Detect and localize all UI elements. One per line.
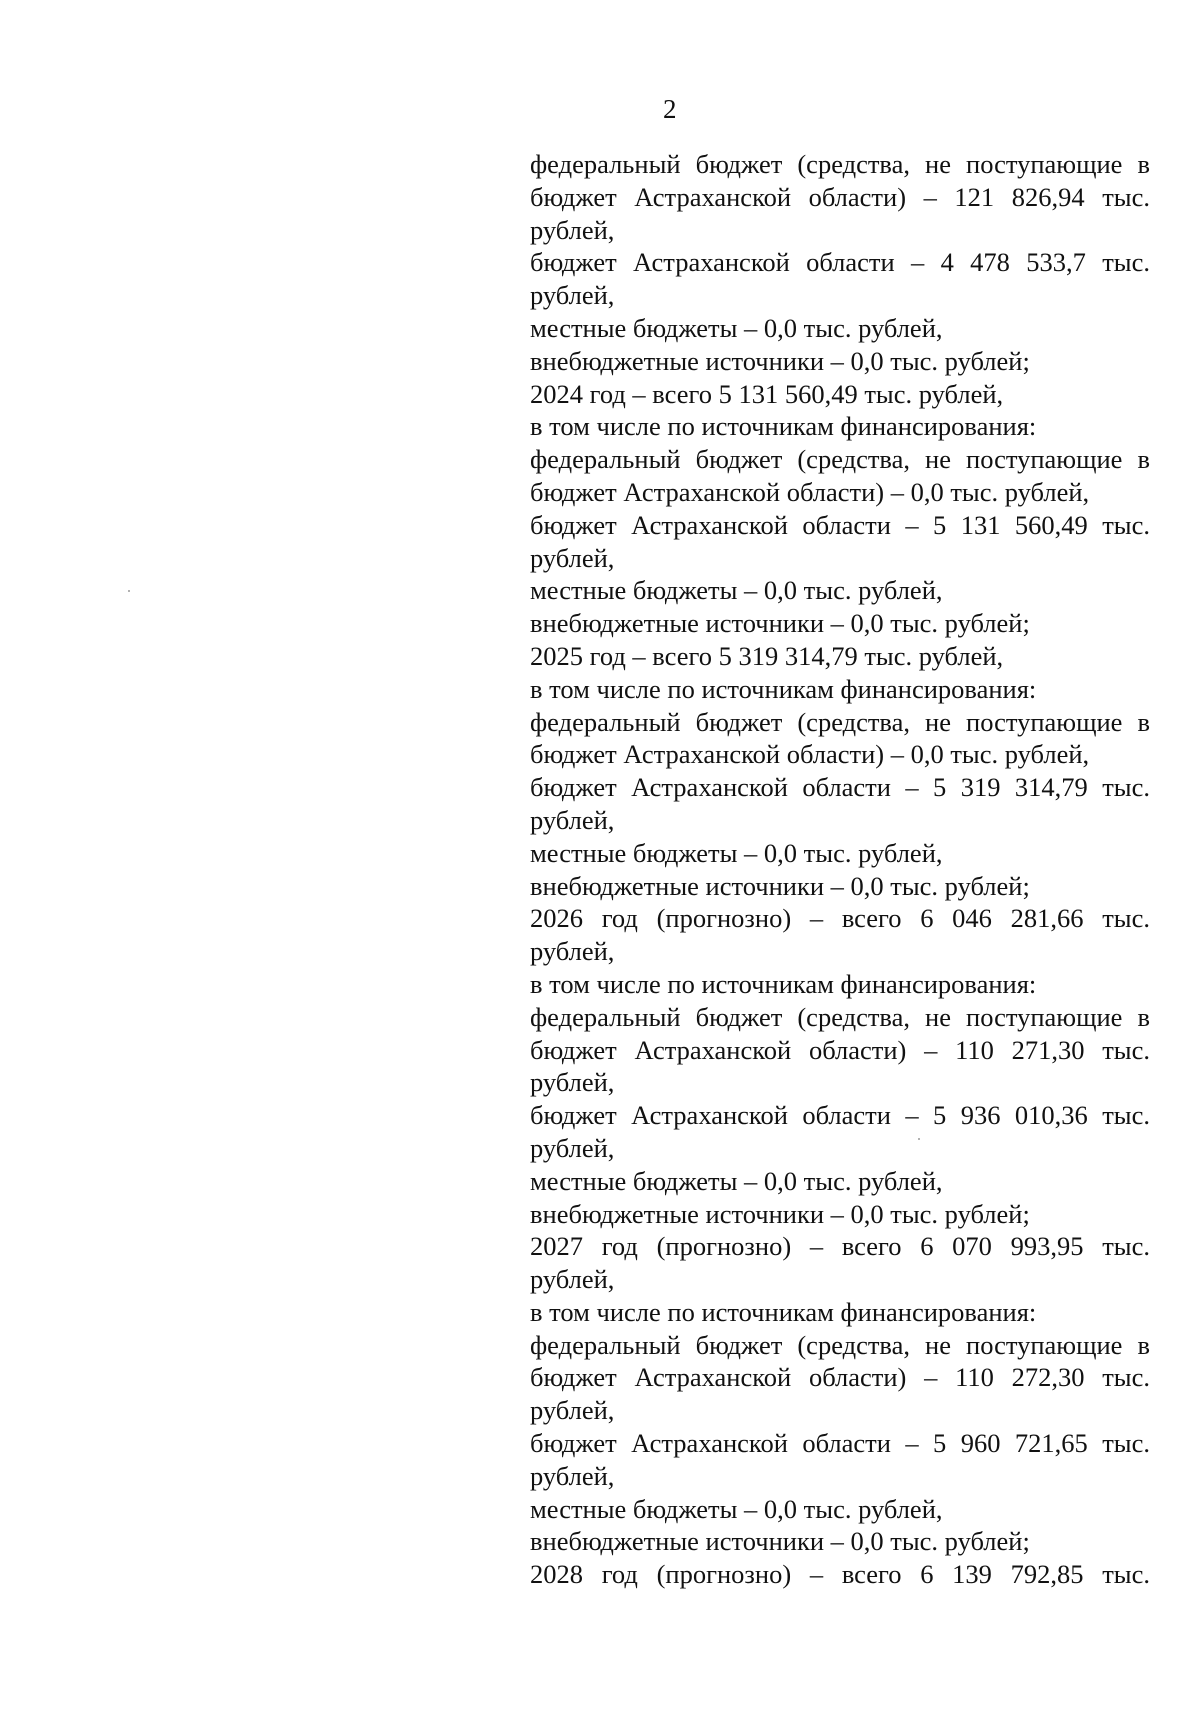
document-body-text <box>530 148 1150 1591</box>
text-line: федеральный бюджет (средства, не поступающие в <box>530 1001 1150 1032</box>
text-line: в том числе по источникам финансирования: <box>530 1296 1037 1327</box>
scan-speck <box>128 590 130 592</box>
text-line: рублей, <box>530 1395 615 1426</box>
text-line: бюджет Астраханской области) – 121 826,94 тыс. <box>530 181 1150 212</box>
text-line: рублей, <box>530 542 615 573</box>
text-line: местные бюджеты – 0,0 тыс. рублей, <box>530 575 943 606</box>
text-line: рублей, <box>530 280 615 311</box>
text-line: бюджет Астраханской области – 4 478 533,7 тыс. <box>530 247 1150 278</box>
text-line: 2027 год (прогнозно) – всего 6 070 993,95 тыс. <box>530 1231 1150 1262</box>
text-line: бюджет Астраханской области) – 110 271,30 тыс. <box>530 1034 1150 1065</box>
text-line: рублей, <box>530 214 615 245</box>
text-line: бюджет Астраханской области) – 110 272,30 тыс. <box>530 1362 1150 1393</box>
text-line: внебюджетные источники – 0,0 тыс. рублей; <box>530 345 1030 376</box>
text-line: 2025 год – всего 5 319 314,79 тыс. рублей, <box>530 640 1004 671</box>
text-line: внебюджетные источники – 0,0 тыс. рублей; <box>530 1526 1030 1557</box>
scan-speck <box>918 1138 920 1140</box>
text-line: в том числе по источникам финансирования: <box>530 968 1037 999</box>
text-line: внебюджетные источники – 0,0 тыс. рублей; <box>530 608 1030 639</box>
text-line: местные бюджеты – 0,0 тыс. рублей, <box>530 1493 943 1524</box>
text-line: рублей, <box>530 1460 615 1491</box>
text-line: в том числе по источникам финансирования: <box>530 411 1037 442</box>
text-line: бюджет Астраханской области – 5 960 721,65 тыс. <box>530 1428 1150 1459</box>
text-line: рублей, <box>530 804 615 835</box>
text-line: бюджет Астраханской области – 5 131 560,49 тыс. <box>530 509 1150 540</box>
text-line: местные бюджеты – 0,0 тыс. рублей, <box>530 312 943 343</box>
text-line: 2028 год (прогнозно) – всего 6 139 792,85 тыс. <box>530 1559 1150 1590</box>
text-line: бюджет Астраханской области) – 0,0 тыс. рублей, <box>530 476 1090 507</box>
text-line: местные бюджеты – 0,0 тыс. рублей, <box>530 837 943 868</box>
text-line: рублей, <box>530 1264 615 1295</box>
text-line: федеральный бюджет (средства, не поступающие в <box>530 706 1150 737</box>
text-line: внебюджетные источники – 0,0 тыс. рублей; <box>530 1198 1030 1229</box>
text-line: в том числе по источникам финансирования: <box>530 673 1037 704</box>
text-line: внебюджетные источники – 0,0 тыс. рублей; <box>530 870 1030 901</box>
text-line: 2024 год – всего 5 131 560,49 тыс. рублей, <box>530 378 1004 409</box>
text-line: бюджет Астраханской области – 5 319 314,79 тыс. <box>530 772 1150 803</box>
text-line: 2026 год (прогнозно) – всего 6 046 281,66 тыс. <box>530 903 1150 934</box>
text-line: бюджет Астраханской области) – 0,0 тыс. рублей, <box>530 739 1090 770</box>
text-line: бюджет Астраханской области – 5 936 010,36 тыс. <box>530 1100 1150 1131</box>
page-number: 2 <box>663 94 677 124</box>
text-line: федеральный бюджет (средства, не поступающие в <box>530 1329 1150 1360</box>
text-line: местные бюджеты – 0,0 тыс. рублей, <box>530 1165 943 1196</box>
text-line: рублей, <box>530 936 615 967</box>
text-line: рублей, <box>530 1067 615 1098</box>
text-line: федеральный бюджет (средства, не поступающие в <box>530 149 1150 179</box>
text-line: рублей, <box>530 1132 615 1163</box>
text-line: федеральный бюджет (средства, не поступающие в <box>530 444 1150 475</box>
